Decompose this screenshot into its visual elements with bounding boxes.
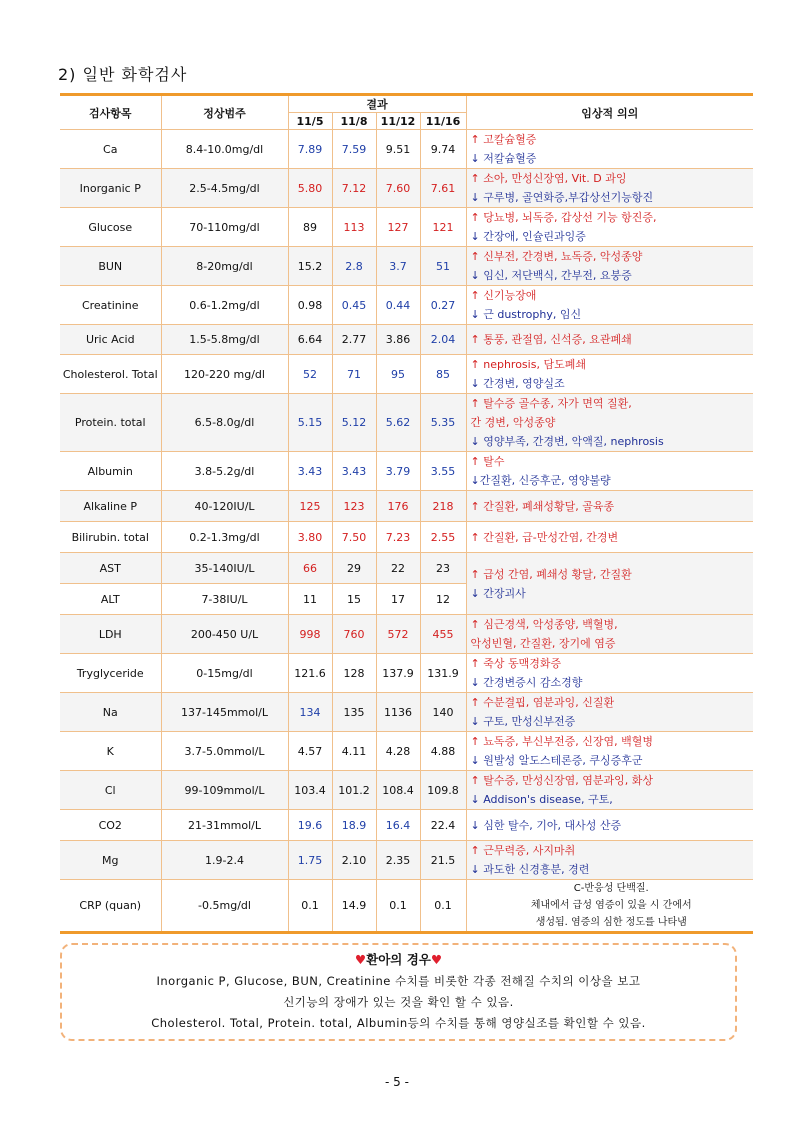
result-value: 7.23 [376, 522, 420, 553]
test-name: Bilirubin. total [60, 522, 161, 553]
result-value: 17 [376, 584, 420, 615]
clinical-significance [466, 130, 753, 169]
significance-line: ↓ 임신, 저단백식, 간부전, 요붕증 [470, 269, 632, 282]
significance-line: 간 경변, 악성종양 [470, 416, 556, 429]
test-name: Alkaline P [60, 491, 161, 522]
significance-line: ↑ 신부전, 간경변, 뇨독증, 악성종양 [470, 250, 643, 263]
normal-range: 3.7-5.0mmol/L [161, 732, 288, 771]
normal-range: -0.5mg/dl [161, 880, 288, 933]
result-value: 572 [376, 615, 420, 654]
significance-line: ↓ Addison's disease, 구토, [470, 793, 613, 806]
result-value: 760 [332, 615, 376, 654]
header-item: 검사항목 [60, 95, 161, 130]
table-row [60, 355, 753, 394]
normal-range: 6.5-8.0g/dl [161, 394, 288, 452]
header-range: 정상범주 [161, 95, 288, 130]
clinical-significance [466, 452, 753, 491]
test-name: AST [60, 553, 161, 584]
header-result: 결과 [288, 95, 466, 113]
result-value: 22.4 [420, 810, 466, 841]
test-name: K [60, 732, 161, 771]
result-value: 3.79 [376, 452, 420, 491]
normal-range: 21-31mmol/L [161, 810, 288, 841]
significance-line: ↑ 수분결핍, 염분과잉, 신질환 [470, 696, 615, 709]
result-value: 4.11 [332, 732, 376, 771]
clinical-significance [466, 615, 753, 654]
result-value: 23 [420, 553, 466, 584]
result-value: 113 [332, 208, 376, 247]
significance-line: ↓ 간경변증시 감소경향 [470, 676, 583, 689]
table-row [60, 732, 753, 771]
table-row [60, 841, 753, 880]
significance-line: ↑ 통풍, 관절염, 신석증, 요관폐쇄 [470, 333, 632, 346]
result-value: 108.4 [376, 771, 420, 810]
significance-line: ↓ 원발성 알도스테론증, 쿠싱증후군 [470, 754, 643, 767]
lab-results-table [60, 93, 753, 934]
significance-line: ↑ 심근경색, 악성종양, 백혈병, [470, 618, 618, 631]
significance-line: ↓ 영양부족, 간경변, 악액질, nephrosis [470, 435, 664, 448]
result-value: 135 [332, 693, 376, 732]
result-value: 21.5 [420, 841, 466, 880]
table-row [60, 247, 753, 286]
result-value: 52 [288, 355, 332, 394]
result-value: 455 [420, 615, 466, 654]
result-value: 2.04 [420, 325, 466, 355]
result-value: 998 [288, 615, 332, 654]
table-row [60, 522, 753, 553]
result-value: 4.28 [376, 732, 420, 771]
patient-note-line: Cholesterol. Total, Protein. total, Albumin등의 수치를 통해 영양실조를 확인할 수 있음. [151, 1016, 646, 1030]
clinical-significance [466, 355, 753, 394]
result-value: 51 [420, 247, 466, 286]
result-value: 5.80 [288, 169, 332, 208]
significance-line: C-반응성 단백질. [573, 883, 649, 894]
page-number: - 5 - [385, 1075, 409, 1089]
normal-range: 8.4-10.0mg/dl [161, 130, 288, 169]
test-name: Ca [60, 130, 161, 169]
clinical-significance [466, 286, 753, 325]
test-name: ALT [60, 584, 161, 615]
significance-line: ↑ 죽상 동맥경화증 [470, 657, 562, 670]
clinical-significance [466, 771, 753, 810]
result-value: 29 [332, 553, 376, 584]
normal-range: 1.5-5.8mg/dl [161, 325, 288, 355]
result-value: 5.35 [420, 394, 466, 452]
table-row [60, 615, 753, 654]
header-date: 11/8 [332, 113, 376, 130]
significance-line: ↓ 저칼슘혈증 [470, 152, 537, 165]
patient-note-title-text: 환아의 경우 [366, 952, 431, 967]
result-value: 14.9 [332, 880, 376, 933]
result-value: 2.55 [420, 522, 466, 553]
significance-line: ↑ 탈수증, 만성신장염, 염분과잉, 화상 [470, 774, 653, 787]
clinical-significance [466, 841, 753, 880]
test-name: Uric Acid [60, 325, 161, 355]
result-value: 0.27 [420, 286, 466, 325]
result-value: 3.43 [288, 452, 332, 491]
result-value: 3.86 [376, 325, 420, 355]
result-value: 95 [376, 355, 420, 394]
normal-range: 1.9-2.4 [161, 841, 288, 880]
result-value: 4.57 [288, 732, 332, 771]
clinical-significance [466, 880, 753, 933]
clinical-significance [466, 169, 753, 208]
table-row [60, 654, 753, 693]
normal-range: 2.5-4.5mg/dl [161, 169, 288, 208]
significance-line: ↓ 간장애, 인슐린과잉증 [470, 230, 586, 243]
significance-line: ↓ 과도한 신경흥분, 경련 [470, 863, 590, 876]
normal-range: 40-120IU/L [161, 491, 288, 522]
significance-line: ↓ 근 dustrophy, 임신 [470, 308, 582, 321]
significance-line: ↑ 소아, 만성신장염, Vit. D 과잉 [470, 172, 627, 185]
result-value: 121.6 [288, 654, 332, 693]
result-value: 1136 [376, 693, 420, 732]
clinical-significance [466, 654, 753, 693]
result-value: 7.60 [376, 169, 420, 208]
normal-range: 3.8-5.2g/dl [161, 452, 288, 491]
result-value: 121 [420, 208, 466, 247]
test-name: Creatinine [60, 286, 161, 325]
significance-line: ↑ 신기능장애 [470, 289, 537, 302]
normal-range: 0.6-1.2mg/dl [161, 286, 288, 325]
result-value: 109.8 [420, 771, 466, 810]
test-name: Mg [60, 841, 161, 880]
clinical-significance [466, 810, 753, 841]
significance-line: ↑ 당뇨병, 뇌독증, 갑상선 기능 항진증, [470, 211, 657, 224]
clinical-significance [466, 553, 753, 615]
result-value: 3.55 [420, 452, 466, 491]
result-value: 2.8 [332, 247, 376, 286]
result-value: 3.7 [376, 247, 420, 286]
result-value: 140 [420, 693, 466, 732]
normal-range: 70-110mg/dl [161, 208, 288, 247]
result-value: 9.74 [420, 130, 466, 169]
significance-line: ↑ 간질환, 급-만성간염, 간경변 [470, 530, 619, 544]
result-value: 66 [288, 553, 332, 584]
clinical-significance [466, 208, 753, 247]
clinical-significance [466, 247, 753, 286]
result-value: 2.10 [332, 841, 376, 880]
result-value: 0.44 [376, 286, 420, 325]
table-row [60, 394, 753, 452]
result-value: 103.4 [288, 771, 332, 810]
significance-line: ↓간질환, 신증후군, 영양불량 [470, 474, 611, 487]
result-value: 18.9 [332, 810, 376, 841]
significance-line: ↑ 탈수증 골수종, 자가 면역 질환, [470, 397, 632, 410]
table-row [60, 130, 753, 169]
result-value: 12 [420, 584, 466, 615]
result-value: 131.9 [420, 654, 466, 693]
significance-line: ↑ nephrosis, 담도폐쇄 [470, 358, 586, 371]
test-name: BUN [60, 247, 161, 286]
result-value: 7.50 [332, 522, 376, 553]
result-value: 128 [332, 654, 376, 693]
result-value: 16.4 [376, 810, 420, 841]
result-value: 19.6 [288, 810, 332, 841]
heart-icon: ♥ [354, 952, 367, 967]
result-value: 9.51 [376, 130, 420, 169]
normal-range: 120-220 mg/dl [161, 355, 288, 394]
result-value: 0.1 [376, 880, 420, 933]
test-name: Albumin [60, 452, 161, 491]
result-value: 137.9 [376, 654, 420, 693]
section-title: 2) 일반 화학검사 [58, 65, 188, 84]
significance-line: 생성됨. 염증의 심한 정도를 나타냄 [535, 917, 687, 928]
table-row [60, 286, 753, 325]
test-name: Glucose [60, 208, 161, 247]
clinical-significance [466, 394, 753, 452]
header-date: 11/5 [288, 113, 332, 130]
significance-line: ↓ 간경변, 영양실조 [470, 377, 565, 390]
result-value: 127 [376, 208, 420, 247]
patient-note-box [60, 943, 737, 1041]
result-value: 11 [288, 584, 332, 615]
heart-icon: ♥ [430, 952, 443, 967]
table-row [60, 880, 753, 933]
result-value: 7.12 [332, 169, 376, 208]
test-name: Inorganic P [60, 169, 161, 208]
normal-range: 8-20mg/dl [161, 247, 288, 286]
result-value: 15.2 [288, 247, 332, 286]
test-name: CO2 [60, 810, 161, 841]
result-value: 7.89 [288, 130, 332, 169]
significance-line: ↑ 근무력증, 사지마취 [470, 844, 576, 857]
table-row [60, 208, 753, 247]
table-row [60, 452, 753, 491]
result-value: 6.64 [288, 325, 332, 355]
result-value: 85 [420, 355, 466, 394]
significance-line: ↑ 뇨독증, 부신부전증, 신장염, 백혈병 [470, 735, 653, 748]
result-value: 2.77 [332, 325, 376, 355]
result-value: 218 [420, 491, 466, 522]
test-name: CRP (quan) [60, 880, 161, 933]
normal-range: 35-140IU/L [161, 553, 288, 584]
clinical-significance [466, 693, 753, 732]
result-value: 7.59 [332, 130, 376, 169]
patient-note-line: 신기능의 장애가 있는 것을 확인 할 수 있음. [283, 995, 514, 1009]
test-name: LDH [60, 615, 161, 654]
result-value: 125 [288, 491, 332, 522]
significance-line: ↑ 간질환, 폐쇄성황달, 골육종 [470, 499, 615, 513]
test-name: Cholesterol. Total [60, 355, 161, 394]
normal-range: 99-109mmol/L [161, 771, 288, 810]
table-row [60, 325, 753, 355]
result-value: 22 [376, 553, 420, 584]
result-value: 5.12 [332, 394, 376, 452]
clinical-significance [466, 491, 753, 522]
test-name: Protein. total [60, 394, 161, 452]
result-value: 134 [288, 693, 332, 732]
clinical-significance [466, 522, 753, 553]
normal-range: 200-450 U/L [161, 615, 288, 654]
significance-line: ↓ 간장괴사 [470, 586, 526, 600]
result-value: 15 [332, 584, 376, 615]
significance-line: ↑ 고칼슘혈증 [470, 133, 537, 146]
table-row [60, 169, 753, 208]
result-value: 4.88 [420, 732, 466, 771]
table-row [60, 810, 753, 841]
normal-range: 0-15mg/dl [161, 654, 288, 693]
patient-note-line: Inorganic P, Glucose, BUN, Creatinine 수치를 비롯한 각종 전해질 수치의 이상을 보고 [156, 974, 641, 988]
clinical-significance [466, 732, 753, 771]
result-value: 0.98 [288, 286, 332, 325]
result-value: 101.2 [332, 771, 376, 810]
test-name: Cl [60, 771, 161, 810]
significance-line: ↓ 구토, 만성신부전증 [470, 715, 576, 728]
result-value: 3.80 [288, 522, 332, 553]
normal-range: 7-38IU/L [161, 584, 288, 615]
result-value: 123 [332, 491, 376, 522]
header-significance: 임상적 의의 [466, 95, 753, 130]
significance-line: ↑ 급성 간염, 폐쇄성 황달, 간질환 [470, 567, 632, 581]
table-row [60, 553, 753, 584]
table-row [60, 693, 753, 732]
patient-note-title [62, 950, 735, 968]
significance-line: 체내에서 급성 염증이 있을 시 간에서 [530, 900, 692, 911]
significance-line: ↓ 구루병, 골연화증,부갑상선기능항진 [470, 191, 654, 204]
test-name: Na [60, 693, 161, 732]
result-value: 0.1 [288, 880, 332, 933]
result-value: 2.35 [376, 841, 420, 880]
normal-range: 0.2-1.3mg/dl [161, 522, 288, 553]
header-date: 11/16 [420, 113, 466, 130]
result-value: 1.75 [288, 841, 332, 880]
result-value: 89 [288, 208, 332, 247]
significance-line: ↑ 탈수 [470, 455, 505, 468]
result-value: 3.43 [332, 452, 376, 491]
result-value: 5.62 [376, 394, 420, 452]
test-name: Tryglyceride [60, 654, 161, 693]
result-value: 71 [332, 355, 376, 394]
significance-line: 악성빈혈, 간질환, 장기에 염증 [470, 637, 616, 650]
significance-line: ↓ 심한 탈수, 기아, 대사성 산증 [470, 818, 622, 832]
clinical-significance [466, 325, 753, 355]
result-value: 0.45 [332, 286, 376, 325]
table-row [60, 491, 753, 522]
result-value: 0.1 [420, 880, 466, 933]
result-value: 176 [376, 491, 420, 522]
result-value: 5.15 [288, 394, 332, 452]
result-value: 7.61 [420, 169, 466, 208]
header-date: 11/12 [376, 113, 420, 130]
normal-range: 137-145mmol/L [161, 693, 288, 732]
table-row [60, 771, 753, 810]
